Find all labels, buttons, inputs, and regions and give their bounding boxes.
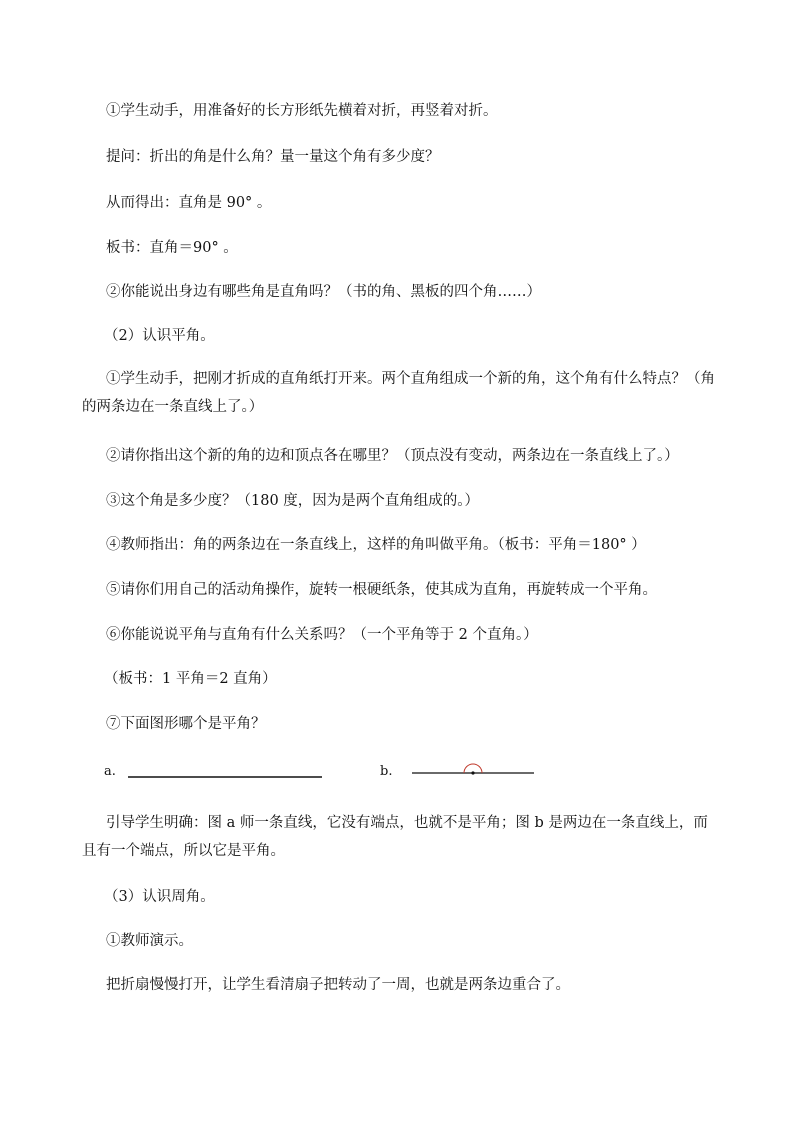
- paragraph-9: ④教师指出：角的两条边在一条直线上，这样的角叫做平角。（板书：平角＝180° ）: [106, 537, 646, 553]
- section-heading-2: （2）认识平角。: [104, 328, 215, 344]
- paragraph-14: 引导学生明确：图 a 师一条直线，它没有端点，也就不是平角；图 b 是两边在一条直线上，而且有一个端点，所以它是平角。: [82, 815, 708, 859]
- paragraph-10: ⑤请你们用自己的活动角操作，旋转一根硬纸条，使其成为直角，再旋转成一个平角。: [106, 582, 657, 598]
- paragraph-5: ②你能说出身边有哪些角是直角吗？（书的角、黑板的四个角……）: [106, 284, 541, 300]
- paragraph-1: ①学生动手，用准备好的长方形纸先横着对折，再竖着对折。: [106, 103, 498, 119]
- paragraph-6: ①学生动手，把刚才折成的直角纸打开来。两个直角组成一个新的角，这个角有什么特点？（角的两条边在一条直线上了。）: [82, 371, 715, 415]
- paragraph-2: 提问：折出的角是什么角？量一量这个角有多少度？: [106, 149, 440, 165]
- figure-a-label: a.: [104, 764, 116, 779]
- figure-drawing: [100, 758, 700, 788]
- paragraph-11: ⑥你能说说平角与直角有什么关系吗？（一个平角等于 2 个直角。）: [106, 627, 538, 643]
- figure-b-label: b.: [380, 764, 393, 779]
- paragraph-13: ⑦下面图形哪个是平角？: [106, 716, 266, 732]
- paragraph-4: 板书：直角＝90° 。: [106, 240, 238, 256]
- paragraph-12: （板书：1 平角＝2 直角）: [104, 671, 277, 687]
- paragraph-3: 从而得出：直角是 90° 。: [106, 195, 272, 211]
- paragraph-7: ②请你指出这个新的角的边和顶点各在哪里？（顶点没有变动，两条边在一条直线上了。）: [106, 448, 679, 464]
- paragraph-16: 把折扇慢慢打开，让学生看清扇子把转动了一周，也就是两条边重合了。: [106, 977, 570, 993]
- angle-figure: [100, 758, 700, 788]
- paragraph-8: ③这个角是多少度？（180 度，因为是两个直角组成的。）: [106, 493, 480, 509]
- section-heading-3: （3）认识周角。: [104, 889, 215, 905]
- paragraph-15: ①教师演示。: [106, 933, 193, 949]
- figure-b-vertex: [471, 771, 474, 774]
